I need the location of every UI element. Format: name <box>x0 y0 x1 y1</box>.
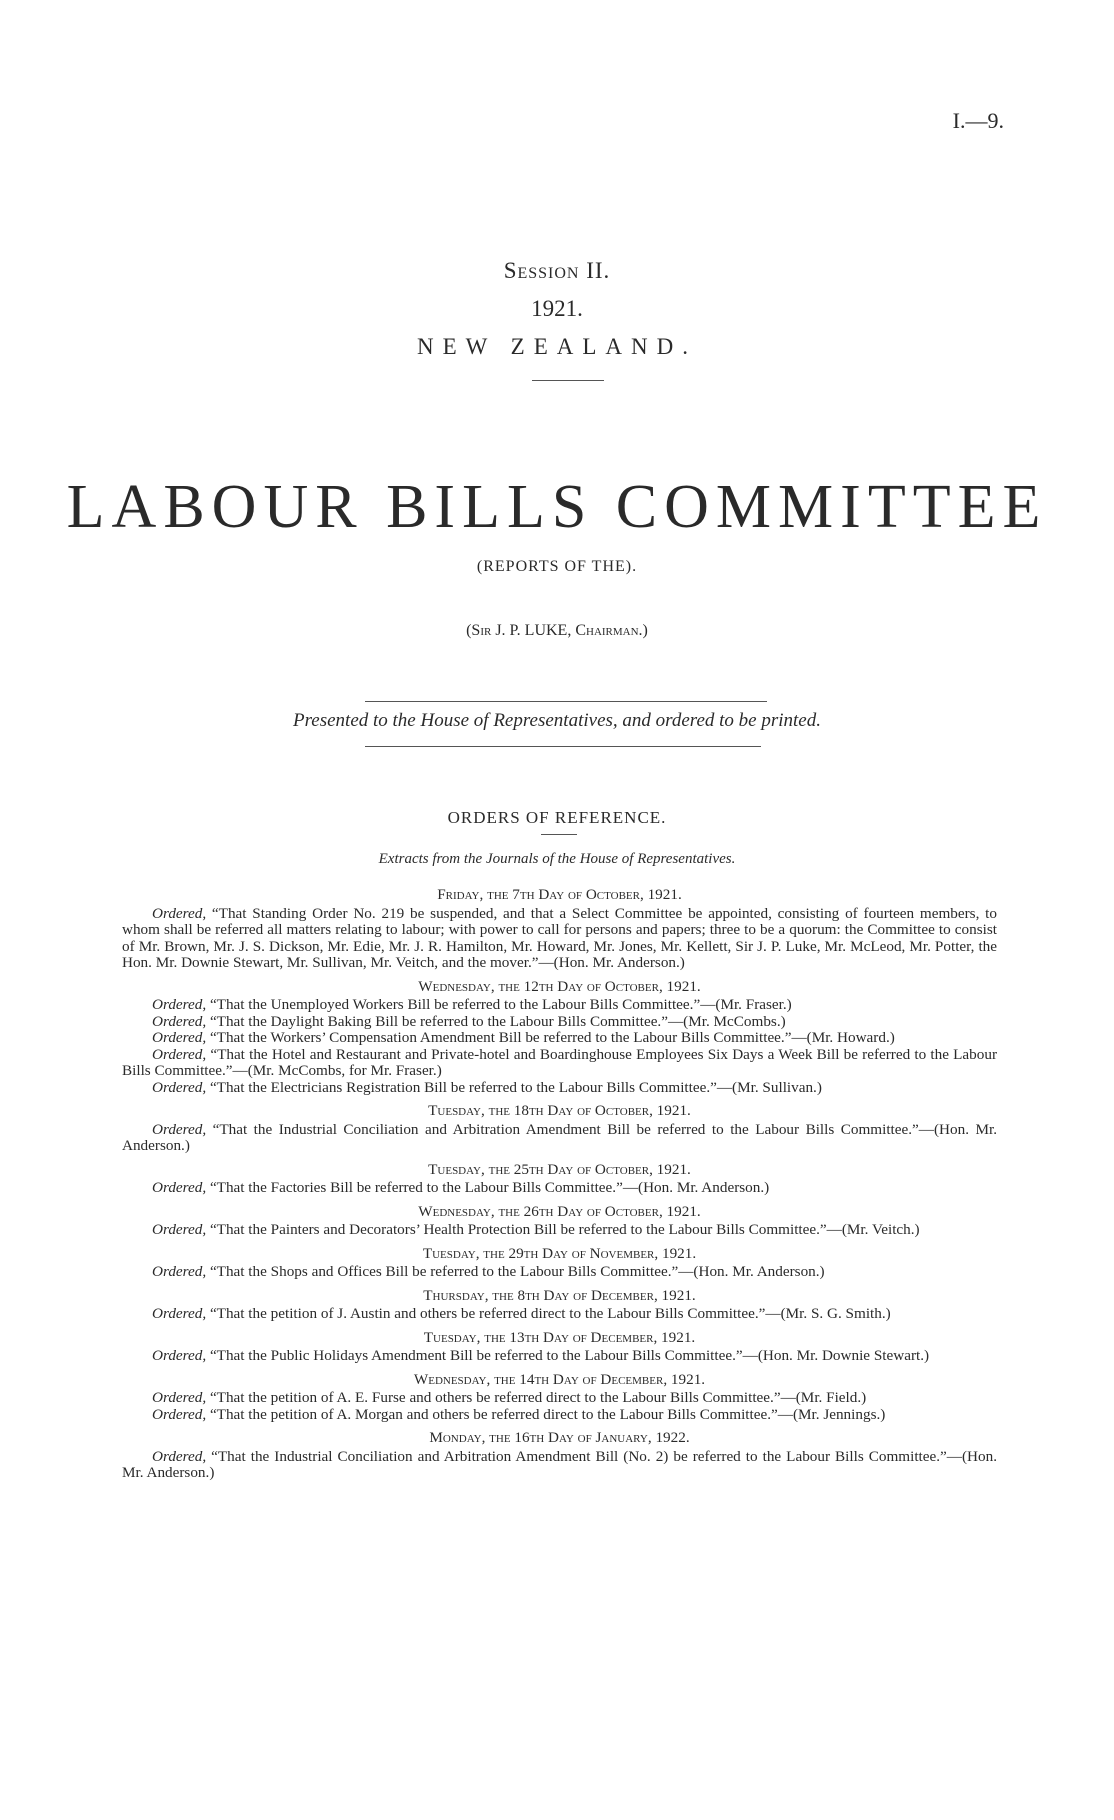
ordered-word: Ordered, <box>152 1447 207 1465</box>
entry-date: Wednesday, the 26th Day of October, 1921. <box>418 1202 701 1220</box>
ordered-word: Ordered, <box>152 904 207 922</box>
order-text <box>122 1080 997 1097</box>
order-body: “That the Factories Bill be referred to the Labour Bills Committee.”—(Hon. Mr. Anderson.) <box>206 1179 770 1196</box>
page-number: I.—9. <box>952 108 1004 133</box>
entry-date: Wednesday, the 12th Day of October, 1921. <box>418 977 701 995</box>
chairman-line: (Sir J. P. LUKE, Chairman.) <box>466 622 648 639</box>
order-body: “That the Hotel and Restaurant and Private-hotel and Boardinghouse Employees Six Days a Week Bill be referred to the Labour Bills Committee.”—(Mr. McCombs, for Mr. Fraser.) <box>122 1045 997 1079</box>
order-text <box>122 1407 997 1424</box>
order-entry <box>122 887 997 972</box>
ordered-word: Ordered, <box>152 1012 207 1030</box>
order-text <box>122 1030 997 1047</box>
order-entry <box>122 1430 997 1482</box>
ordered-word: Ordered, <box>152 1221 207 1238</box>
order-body: “That the Painters and Decorators’ Health Protection Bill be referred to the Labour Bills Committee.”—(Mr. Veitch.) <box>206 1221 920 1238</box>
order-entry <box>122 1288 997 1323</box>
order-text <box>122 1264 997 1281</box>
entry-date: Tuesday, the 25th Day of October, 1921. <box>428 1160 691 1178</box>
ordered-word: Ordered, <box>152 1045 207 1063</box>
order-text <box>122 906 997 972</box>
ordered-word: Ordered, <box>152 1305 207 1322</box>
order-body: “That the Unemployed Workers Bill be referred to the Labour Bills Committee.”—(Mr. Fraser.) <box>206 996 792 1013</box>
ordered-word: Ordered, <box>152 1078 207 1096</box>
order-text <box>122 1122 997 1155</box>
order-body: “That the petition of J. Austin and others be referred direct to the Labour Bills Committee.”—(Mr. S. G. Smith.) <box>206 1305 891 1322</box>
entry-date: Tuesday, the 18th Day of October, 1921. <box>428 1102 691 1119</box>
ordered-word: Ordered, <box>152 996 207 1013</box>
order-text <box>122 1014 997 1031</box>
orders-heading: ORDERS OF REFERENCE. <box>447 808 667 827</box>
presented-line: Presented to the House of Representatives, and ordered to be printed. <box>292 710 821 731</box>
ordered-word: Ordered, <box>152 1347 207 1364</box>
divider-bottom <box>365 746 761 747</box>
order-text <box>122 997 997 1014</box>
order-body: “That the petition of A. Morgan and others be referred direct to the Labour Bills Committee.”—(Mr. Jennings.) <box>206 1405 886 1423</box>
ordered-word: Ordered, <box>152 1179 207 1196</box>
entry-date: Monday, the 16th Day of January, 1922. <box>429 1429 690 1446</box>
session-heading: Session II. <box>503 258 611 283</box>
country-heading: NEW ZEALAND. <box>416 334 698 359</box>
ordered-word: Ordered, <box>152 1389 207 1406</box>
order-text <box>122 1449 997 1482</box>
order-body: “That the Industrial Conciliation and Arbitration Amendment Bill be referred to the Labour Bills Committee.”—(Hon. Mr. Anderson.) <box>122 1120 997 1154</box>
order-body: “That the Shops and Offices Bill be referred to the Labour Bills Committee.”—(Hon. Mr. Anderson.) <box>206 1263 825 1280</box>
order-text <box>122 1047 997 1080</box>
entry-date: Thursday, the 8th Day of December, 1921. <box>423 1286 696 1304</box>
order-entry <box>122 979 997 1097</box>
entry-date: Friday, the 7th Day of October, 1921. <box>437 886 682 903</box>
ordered-word: Ordered, <box>152 1120 207 1138</box>
entry-date: Wednesday, the 14th Day of December, 1921. <box>413 1370 706 1388</box>
year-heading: 1921. <box>531 296 583 321</box>
ordered-word: Ordered, <box>152 1263 207 1280</box>
order-entry <box>122 1246 997 1281</box>
order-body: “That the Workers’ Compensation Amendment Bill be referred to the Labour Bills Committee.”—(Mr. Howard.) <box>206 1029 895 1046</box>
order-entry <box>122 1330 997 1365</box>
order-entry <box>122 1204 997 1239</box>
order-entry <box>122 1372 997 1424</box>
orders-list <box>122 880 997 1482</box>
order-text <box>122 1348 997 1365</box>
ordered-word: Ordered, <box>152 1405 207 1423</box>
order-text <box>122 1306 997 1323</box>
extracts-line: Extracts from the Journals of the House of Representatives. <box>378 851 736 867</box>
entry-date: Tuesday, the 13th Day of December, 1921. <box>423 1328 696 1346</box>
order-body: “That the Daylight Baking Bill be referred to the Labour Bills Committee.”—(Mr. McCombs.) <box>206 1012 786 1030</box>
order-text <box>122 1222 997 1239</box>
order-entry <box>122 1162 997 1197</box>
order-entry <box>122 1103 997 1155</box>
divider-short <box>532 380 604 381</box>
document-title: LABOUR BILLS COMMITTEE <box>66 473 1048 541</box>
order-text <box>122 1390 997 1407</box>
order-body: “That the Public Holidays Amendment Bill be referred to the Labour Bills Committee.”—(Hon. Mr. Downie Stewart.) <box>206 1347 930 1364</box>
order-body: “That the petition of A. E. Furse and others be referred direct to the Labour Bills Committee.”—(Mr. Field.) <box>206 1389 867 1406</box>
ordered-word: Ordered, <box>152 1029 207 1046</box>
document-subtitle: (REPORTS OF THE). <box>476 558 638 575</box>
entry-date: Tuesday, the 29th Day of November, 1921. <box>422 1244 697 1262</box>
order-body: “That the Industrial Conciliation and Arbitration Amendment Bill (No. 2) be referred to the Labour Bills Committee.”—(Hon. Mr. Anderson.) <box>122 1447 997 1481</box>
divider-top <box>365 701 767 702</box>
divider-small <box>541 834 577 835</box>
order-body: “That Standing Order No. 219 be suspended, and that a Select Committee be appointed, consisting of fourteen members, to whom shall be referred all matters relating to labour; with power to call for persons and papers; three to be a quorum: the Committee to consist of Mr. Brown, Mr. J. S. Dickson, Mr. Edie, Mr. J. R. Hamilton, Mr. Howard, Mr. Jones, Mr. Kellett, Sir J. P. Luke, Mr. McLeod, Mr. Potter, the Hon. Mr. Downie Stewart, Mr. Sullivan, Mr. Veitch, and the mover.”—(Hon. Mr. Anderson.) <box>122 904 997 971</box>
order-body: “That the Electricians Registration Bill be referred to the Labour Bills Committee.”—(Mr. Sullivan.) <box>206 1078 822 1096</box>
order-text <box>122 1180 997 1197</box>
